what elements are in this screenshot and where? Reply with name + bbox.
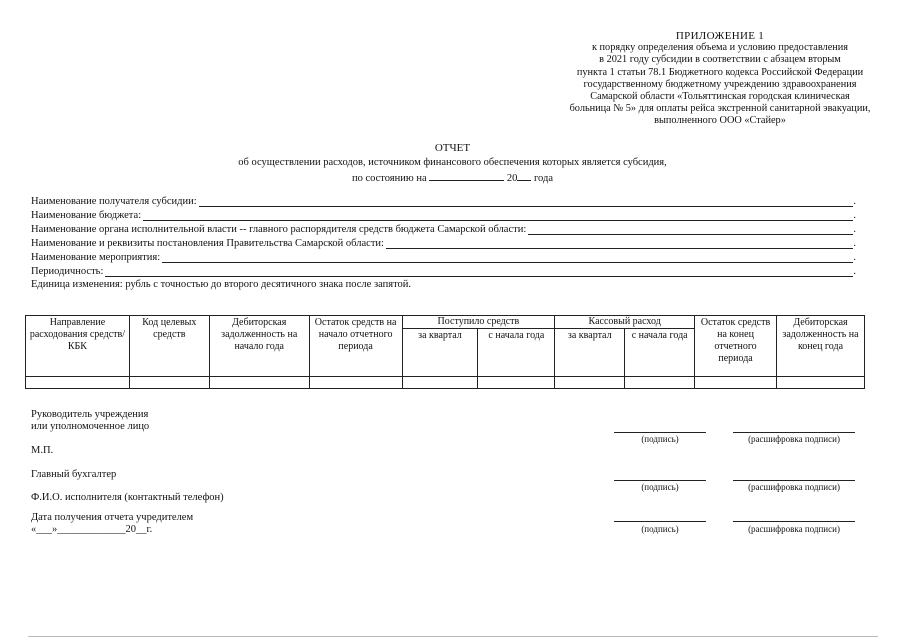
- field-event[interactable]: [31, 251, 856, 264]
- date-signature-line[interactable]: [614, 521, 706, 522]
- sub-expense-year: с начала года: [625, 329, 695, 377]
- report-subtitle: об осуществлении расходов, источником финансового обеспечения которых является субсидия,: [238, 157, 667, 168]
- field-label: Периодичность:: [31, 266, 104, 277]
- report-title: ОТЧЕТ: [434, 142, 471, 154]
- date-received-field[interactable]: «___»_____________20__г.: [31, 524, 153, 535]
- field-label: Наименование бюджета:: [31, 210, 142, 221]
- field-label: Наименование мероприятия:: [31, 252, 161, 263]
- field-end: .: [853, 238, 856, 249]
- date-decode-line[interactable]: [733, 521, 855, 522]
- field-label: Наименование получателя субсидии:: [31, 196, 197, 207]
- sign-caption: (подпись): [641, 482, 679, 492]
- appendix-line: Самарской области «Тольяттинская городская клиническая: [590, 91, 850, 103]
- col-code: Код целевых средств: [129, 316, 209, 377]
- year-blank[interactable]: [517, 171, 531, 181]
- field-end: .: [853, 210, 856, 221]
- decode-caption: (расшифровка подписи): [748, 482, 840, 492]
- report-table: [25, 315, 865, 389]
- field-recipient[interactable]: [31, 195, 856, 208]
- head-line2: или уполномоченное лицо: [31, 421, 150, 432]
- field-label: Наименование и реквизиты постановления Правительства Самарской области:: [31, 238, 384, 249]
- appendix-block: [540, 30, 900, 128]
- date-received-label: Дата получения отчета учредителем: [31, 512, 194, 523]
- table-cell[interactable]: [309, 377, 402, 389]
- decode-caption: (расшифровка подписи): [748, 434, 840, 444]
- group-cash-expense: Кассовый расход: [555, 316, 695, 329]
- accountant-decode-line[interactable]: [733, 480, 855, 481]
- appendix-line: к порядку определения объема и условию предоставления: [591, 42, 849, 54]
- accountant-signature-line[interactable]: [614, 480, 706, 481]
- col-balance-start: Остаток средств на начало отчетного периода: [309, 316, 402, 377]
- table-cell[interactable]: [625, 377, 695, 389]
- appendix-line: государственному бюджетному учреждению здравоохранения: [583, 78, 857, 90]
- table-cell[interactable]: [26, 377, 130, 389]
- field-end: .: [853, 224, 856, 235]
- head-decode-line[interactable]: [733, 432, 855, 433]
- table-cell[interactable]: [776, 377, 864, 389]
- accountant-label: Главный бухгалтер: [31, 469, 117, 480]
- date-blank[interactable]: [429, 171, 504, 181]
- sign-caption: (подпись): [641, 524, 679, 534]
- head-line1: Руководитель учреждения: [31, 409, 149, 420]
- col-debt-end: Дебиторская задолженность на конец года: [776, 316, 864, 377]
- appendix-title: ПРИЛОЖЕНИЕ 1: [675, 30, 765, 42]
- col-balance-end: Остаток средств на конец отчетного периода: [695, 316, 777, 377]
- head-signature-line[interactable]: [614, 432, 706, 433]
- table-cell[interactable]: [555, 377, 625, 389]
- date-prefix: по состоянию на: [351, 173, 427, 184]
- decode-caption: (расшифровка подписи): [748, 524, 840, 534]
- sub-received-year: с начала года: [478, 329, 555, 377]
- appendix-line: больница № 5» для оплаты рейса экстренной санитарной эвакуации,: [569, 103, 871, 115]
- appendix-line: выполненного ООО «Стайер»: [654, 115, 786, 127]
- table-cell[interactable]: [478, 377, 555, 389]
- field-periodicity[interactable]: [31, 265, 856, 278]
- page-bottom-edge: [28, 636, 878, 637]
- field-resolution[interactable]: [31, 237, 856, 250]
- field-end: .: [853, 266, 856, 277]
- field-authority[interactable]: [31, 223, 856, 236]
- table-cell[interactable]: [129, 377, 209, 389]
- table-cell[interactable]: [695, 377, 777, 389]
- table-cell[interactable]: [209, 377, 309, 389]
- field-label: Наименование органа исполнительной власти -- главного распорядителя средств бюджета Самарской области:: [31, 224, 527, 235]
- appendix-line: пункта 1 статьи 78.1 Бюджетного кодекса Российской Федерации: [576, 66, 864, 78]
- sub-expense-quarter: за квартал: [555, 329, 625, 377]
- head-label: [31, 409, 149, 433]
- executor-label: Ф.И.О. исполнителя (контактный телефон): [31, 492, 224, 503]
- field-end: .: [853, 252, 856, 263]
- date-suffix: года: [534, 173, 554, 184]
- report-date-line: [0, 171, 905, 184]
- col-direction: Направление расходования средств/КБК: [26, 316, 130, 377]
- table-cell[interactable]: [402, 377, 478, 389]
- field-budget[interactable]: [31, 209, 856, 222]
- date-year: 20: [506, 173, 518, 184]
- sign-caption: (подпись): [641, 434, 679, 444]
- col-debt-start: Дебиторская задолженность на начало года: [209, 316, 309, 377]
- stamp-place: М.П.: [31, 445, 54, 456]
- field-end: .: [853, 196, 856, 207]
- group-received: Поступило средств: [402, 316, 555, 329]
- sub-received-quarter: за квартал: [402, 329, 478, 377]
- table-row: [26, 377, 865, 389]
- appendix-line: в 2021 году субсидии в соответствии с абзацем вторым: [599, 54, 841, 66]
- unit-line: Единица изменения: рубль с точностью до второго десятичного знака после запятой.: [31, 279, 412, 290]
